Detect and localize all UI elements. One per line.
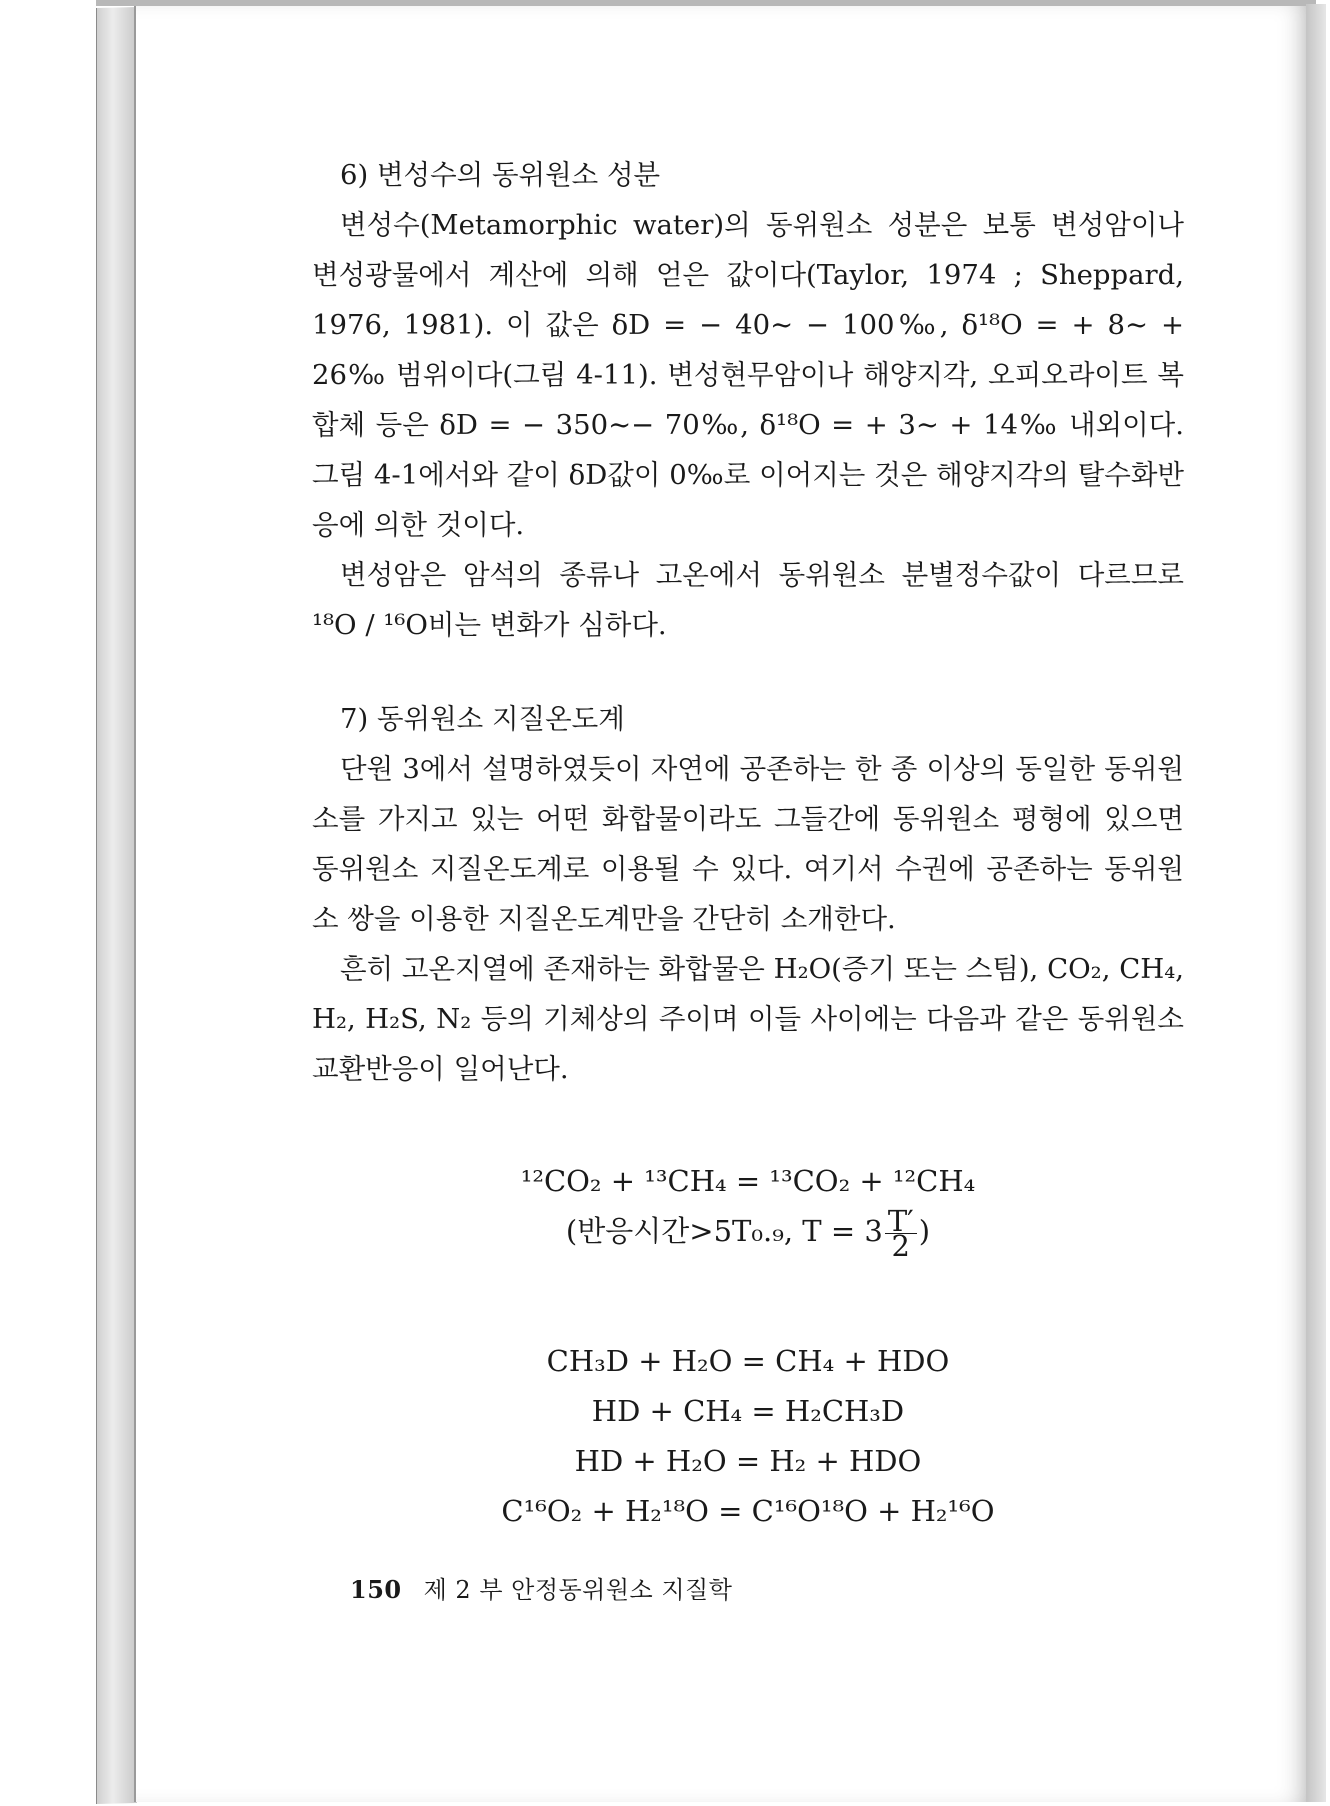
equation-hydrogen-methane: HD + CH₄ = H₂CH₃D: [591, 1394, 905, 1428]
book-spine: [96, 7, 137, 1804]
section-7-heading: 7) 동위원소 지질온도계: [340, 703, 625, 735]
section-spacer: [312, 650, 1184, 694]
fraction-numerator: T′: [885, 1209, 917, 1234]
section-6-heading: 6) 변성수의 동위원소 성분: [340, 159, 661, 191]
section-7-paragraph-2: 흔히 고온지열에 존재하는 화합물은 H₂O(증기 또는 스팀), CO₂, CH₄, H₂, H₂S, N₂ 등의 기체상의 주이며 이들 사이에는 다음과 같은 동위원소 교환반응이 일어난다.: [312, 953, 1184, 1085]
section-6-paragraph-2: 변성암은 암석의 종류나 고온에서 동위원소 분별정수값이 다르므로 ¹⁸O / ¹⁶O비는 변화가 심하다.: [312, 559, 1184, 641]
page-body: [312, 150, 1184, 1094]
section-6-paragraph-1: 변성수(Metamorphic water)의 동위원소 성분은 보통 변성암이나 변성광물에서 계산에 의해 얻은 값이다(Taylor, 1974 ; Sheppard, 1976, 1981). 이 값은 δD = − 40∼ − 100‰, δ¹⁸O = + 8∼ + 26‰ 범위이다(그림 4-11). 변성현무암이나 해양지각, 오피오라이트 복합체 등은 δD = − 350∼− 70‰, δ¹⁸O = + 3∼ + 14‰ 내외이다. 그림 4-1에서와 같이 δD값이 0‰로 이어지는 것은 해양지각의 탈수화반응에 의한 것이다.: [312, 209, 1184, 541]
equation-oxygen-exchange: C¹⁶O₂ + H₂¹⁸O = C¹⁶O¹⁸O + H₂¹⁶O: [501, 1494, 995, 1528]
equation-carbon-exchange: ¹²CO₂ + ¹³CH₄ = ¹³CO₂ + ¹²CH₄: [520, 1164, 976, 1198]
equation-condition: [312, 1203, 1184, 1263]
equation-fraction: [885, 1203, 917, 1263]
page-number: 150: [350, 1575, 402, 1604]
equation-group-1: [312, 1156, 1184, 1263]
equation-methane-water: CH₃D + H₂O = CH₄ + HDO: [546, 1344, 950, 1378]
equation-condition-suffix: ): [918, 1214, 931, 1248]
page-footer: [350, 1570, 732, 1605]
equation-hydrogen-water: HD + H₂O = H₂ + HDO: [574, 1444, 922, 1478]
fraction-denominator: 2: [891, 1228, 910, 1263]
equation-group-2: [312, 1336, 1184, 1536]
section-7-paragraph-1: 단원 3에서 설명하였듯이 자연에 공존하는 한 종 이상의 동일한 동위원소를 가지고 있는 어떤 화합물이라도 그들간에 동위원소 평형에 있으면 동위원소 지질온도계로 이용될 수 있다. 여기서 수권에 공존하는 동위원소 쌍을 이용한 지질온도계만을 간단히 소개한다.: [312, 753, 1184, 935]
book-right-edge: [1306, 4, 1326, 1802]
running-title: 제 2 부 안정동위원소 지질학: [423, 1576, 733, 1604]
equation-condition-prefix: (반응시간>5T₀.₉, T = 3: [565, 1214, 883, 1248]
